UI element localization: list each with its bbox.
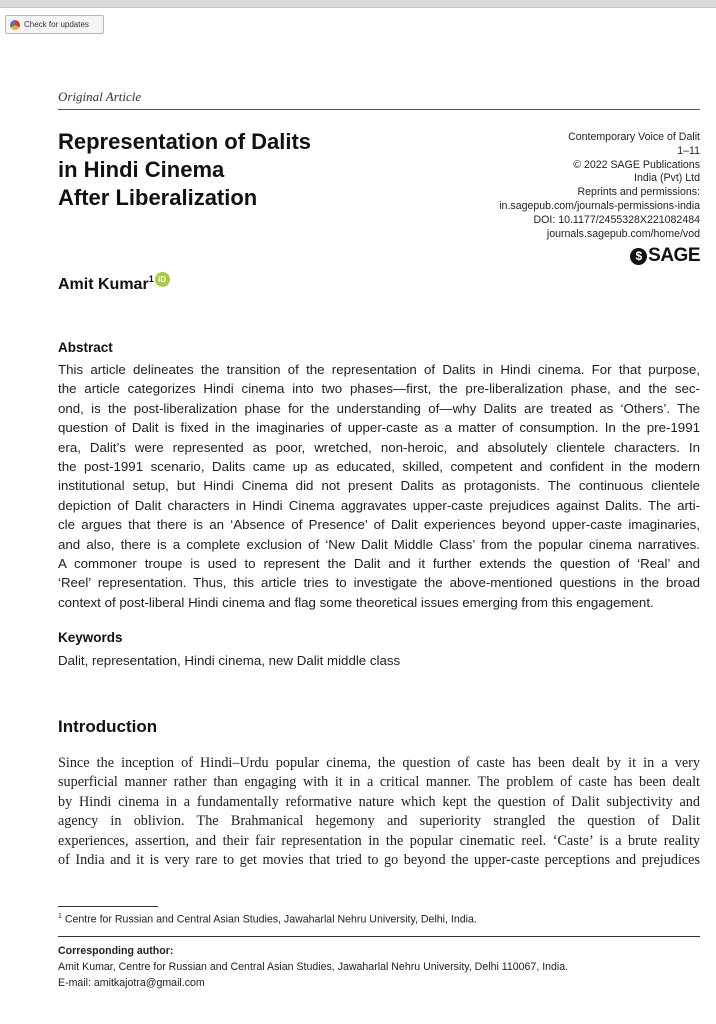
intro-line: of India and it is very rare to get movies that tried to go beyond the upper-caste perceptions and prejudices: [58, 852, 700, 869]
abstract-heading: Abstract: [58, 340, 113, 355]
intro-line: experiences, assertion, and their fair representation in the popular cinematic reel. ‘Caste’ is a brute reality: [58, 832, 700, 849]
copyright: © 2022 SAGE Publications: [573, 158, 700, 171]
intro-line: Since the inception of Hindi–Urdu popular cinema, the question of caste has been dealt by it in a very: [58, 755, 700, 771]
abstract-line: ‘Reel’ representation. Thus, this article tries to investigate the above-mentioned questions in the broad: [58, 575, 700, 591]
article-type: Original Article: [58, 89, 142, 104]
intro-line: by Hindi cinema in a fundamentally reformative nature which kept the question of Dalit subjectivity and: [58, 793, 700, 810]
affiliation-footnote: [58, 913, 477, 926]
title-line: in Hindi Cinema: [58, 157, 225, 182]
intro-line: superficial manner rather than engaging with it in a critical manner. The problem of caste has been dealt: [58, 774, 700, 791]
orcid-icon[interactable]: iD: [155, 272, 170, 287]
abstract-body: [58, 360, 700, 612]
journal-meta: [499, 131, 700, 241]
keywords-heading: Keywords: [58, 630, 123, 645]
intro-line: agency in oblivion. The Brahmanical hegemony and superiority strangled the question of Dalit: [58, 813, 700, 830]
header-rule: [58, 109, 700, 110]
abstract-line: era, Dalit’s were represented as poor, wretched, non-heroic, and absolutely clientele characters. In: [58, 439, 700, 455]
corresponding-address: Amit Kumar, Centre for Russian and Central Asian Studies, Jawaharlal Nehru University, Delhi 110067, India.: [58, 961, 569, 973]
affiliation-mark: 1: [148, 274, 154, 284]
title-line: After Liberalization: [58, 185, 258, 210]
corresponding-rule: [58, 936, 700, 937]
permissions-link[interactable]: in.sagepub.com/journals-permissions-india: [499, 199, 700, 212]
journal-home-link[interactable]: journals.sagepub.com/home/vod: [546, 227, 700, 240]
abstract-line: cle argues that there is an ‘Absence of Presence’ of Dalit experiences beyond upper-caste imaginaries,: [58, 517, 700, 533]
author-line: [58, 276, 170, 294]
abstract-line: the post-1991 scenario, Dalits came up as educated, skilled, competent and confident in the modern: [58, 459, 700, 475]
article-title: [58, 128, 378, 212]
introduction-heading: Introduction: [58, 717, 158, 736]
sage-logo-text: SAGE: [648, 245, 700, 266]
corresponding-email[interactable]: E-mail: amitkajotra@gmail.com: [58, 977, 205, 989]
page-range: 1–11: [677, 144, 700, 157]
footnote-mark: 1: [58, 913, 62, 920]
publisher: India (Pvt) Ltd: [634, 172, 700, 185]
footnote-text: Centre for Russian and Central Asian Studies, Jawaharlal Nehru University, Delhi, India.: [64, 913, 477, 926]
keywords-list: Dalit, representation, Hindi cinema, new Dalit middle class: [58, 653, 401, 668]
footnote-rule: [58, 906, 158, 907]
introduction-body: [58, 754, 700, 870]
abstract-line: context of post-liberal Hindi cinema and flag some theoretical issues emerging from this engagement.: [58, 594, 654, 610]
check-for-updates-label: Check for updates: [24, 20, 89, 29]
abstract-line: ond, is the post-liberalization phase for the understanding of—why Dalits are treated as ‘Others’. The: [58, 400, 700, 416]
corresponding-label: Corresponding author:: [58, 945, 174, 957]
corresponding-author-block: [58, 943, 568, 991]
author-name: Amit Kumar: [58, 276, 149, 293]
sage-mark-icon: $: [630, 248, 647, 265]
reprints-label: Reprints and permissions:: [577, 186, 700, 199]
sage-logo: [630, 245, 700, 267]
viewer-top-bar: [0, 0, 716, 8]
crossmark-icon: [10, 20, 20, 30]
abstract-line: depiction of Dalit characters in Hindi Cinema aggravates upper-caste prejudices against Dalits. The arti-: [58, 497, 700, 513]
abstract-line: question of Dalit is fixed in the imaginaries of upper-caste as a matter of consumption. In the pre-1991: [58, 420, 700, 436]
journal-name: Contemporary Voice of Dalit: [568, 131, 700, 143]
abstract-line: and also, there is a complete exclusion of ‘New Dalit Middle Class’ from the popular cinema narratives.: [58, 536, 700, 552]
abstract-line: A commoner troupe is used to represent the Dalit and it further extends the question of ‘Real’ and: [58, 556, 700, 572]
doi[interactable]: DOI: 10.1177/2455328X221082484: [533, 213, 700, 226]
check-for-updates-button[interactable]: [5, 15, 104, 34]
abstract-line: institutional setup, but Hindi Cinema did not present Dalits as protagonists. The continuous clientele: [58, 478, 700, 494]
abstract-line: the article categorizes Hindi cinema into two phases—first, the pre-liberalization phase, and the sec-: [58, 381, 700, 397]
abstract-line: This article delineates the transition of the representation of Dalits in Hindi cinema. For that purpose,: [58, 362, 700, 377]
title-line: Representation of Dalits: [58, 129, 312, 154]
